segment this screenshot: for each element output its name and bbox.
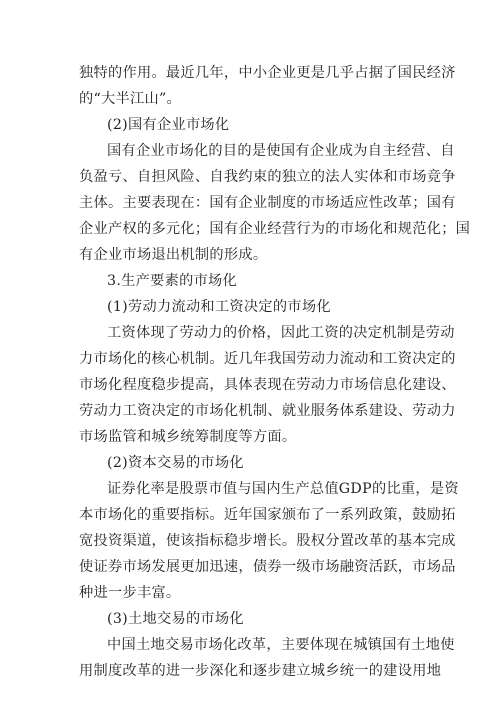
paragraph-start: 工资体现了劳动力的价格，因此工资的决定机制是劳动: [107, 325, 455, 341]
text-line: 有企业市场退出机制的形成。: [79, 247, 268, 263]
text-line: 用制度改革的进一步深化和逐步建立城乡统一的建设用地: [79, 663, 442, 679]
subsection-heading: (2)资本交易的市场化: [107, 455, 244, 471]
subsection-heading: (3)土地交易的市场化: [107, 611, 244, 627]
section-heading: 3.生产要素的市场化: [107, 273, 238, 289]
text-line: 企业产权的多元化；国有企业经营行为的市场化和规范化；国: [79, 221, 471, 237]
text-line: 负盈亏、自担风险、自我约束的独立的法人实体和市场竞争: [79, 169, 456, 185]
text-line: 力市场化的核心机制。近几年我国劳动力流动和工资决定的: [79, 351, 456, 367]
paragraph-start: 中国土地交易市场化改革，主要体现在城镇国有土地使: [107, 637, 455, 653]
text-line: 使证券市场发展更加迅速，债券一级市场融资活跃，市场品: [79, 559, 456, 575]
text-line: 市场化程度稳步提高，具体表现在劳动力市场信息化建设、: [79, 377, 456, 393]
section-heading: (2)国有企业市场化: [107, 117, 230, 133]
text-line: 的“大半江山”。: [79, 91, 182, 107]
text-line: 主体。主要表现在：国有企业制度的市场适应性改革；国有: [79, 195, 456, 211]
text-line: 宽投资渠道，使该指标稳步增长。股权分置改革的基本完成: [79, 533, 456, 549]
text-line: 本市场化的重要指标。近年国家颁布了一系列政策，鼓励拓: [79, 507, 456, 523]
text-line: 种进一步丰富。: [79, 585, 181, 601]
text-line: 独特的作用。最近几年，中小企业更是几乎占据了国民经济: [79, 65, 456, 81]
paragraph-start: 国有企业市场化的目的是使国有企业成为自主经营、自: [107, 143, 455, 159]
paragraph-start: 证券化率是股票市值与国内生产总值GDP的比重，是资: [107, 481, 459, 497]
text-line: 劳动力工资决定的市场化机制、就业服务体系建设、劳动力: [79, 403, 456, 419]
text-line: 市场监管和城乡统筹制度等方面。: [79, 429, 297, 445]
subsection-heading: (1)劳动力流动和工资决定的市场化: [107, 299, 331, 315]
